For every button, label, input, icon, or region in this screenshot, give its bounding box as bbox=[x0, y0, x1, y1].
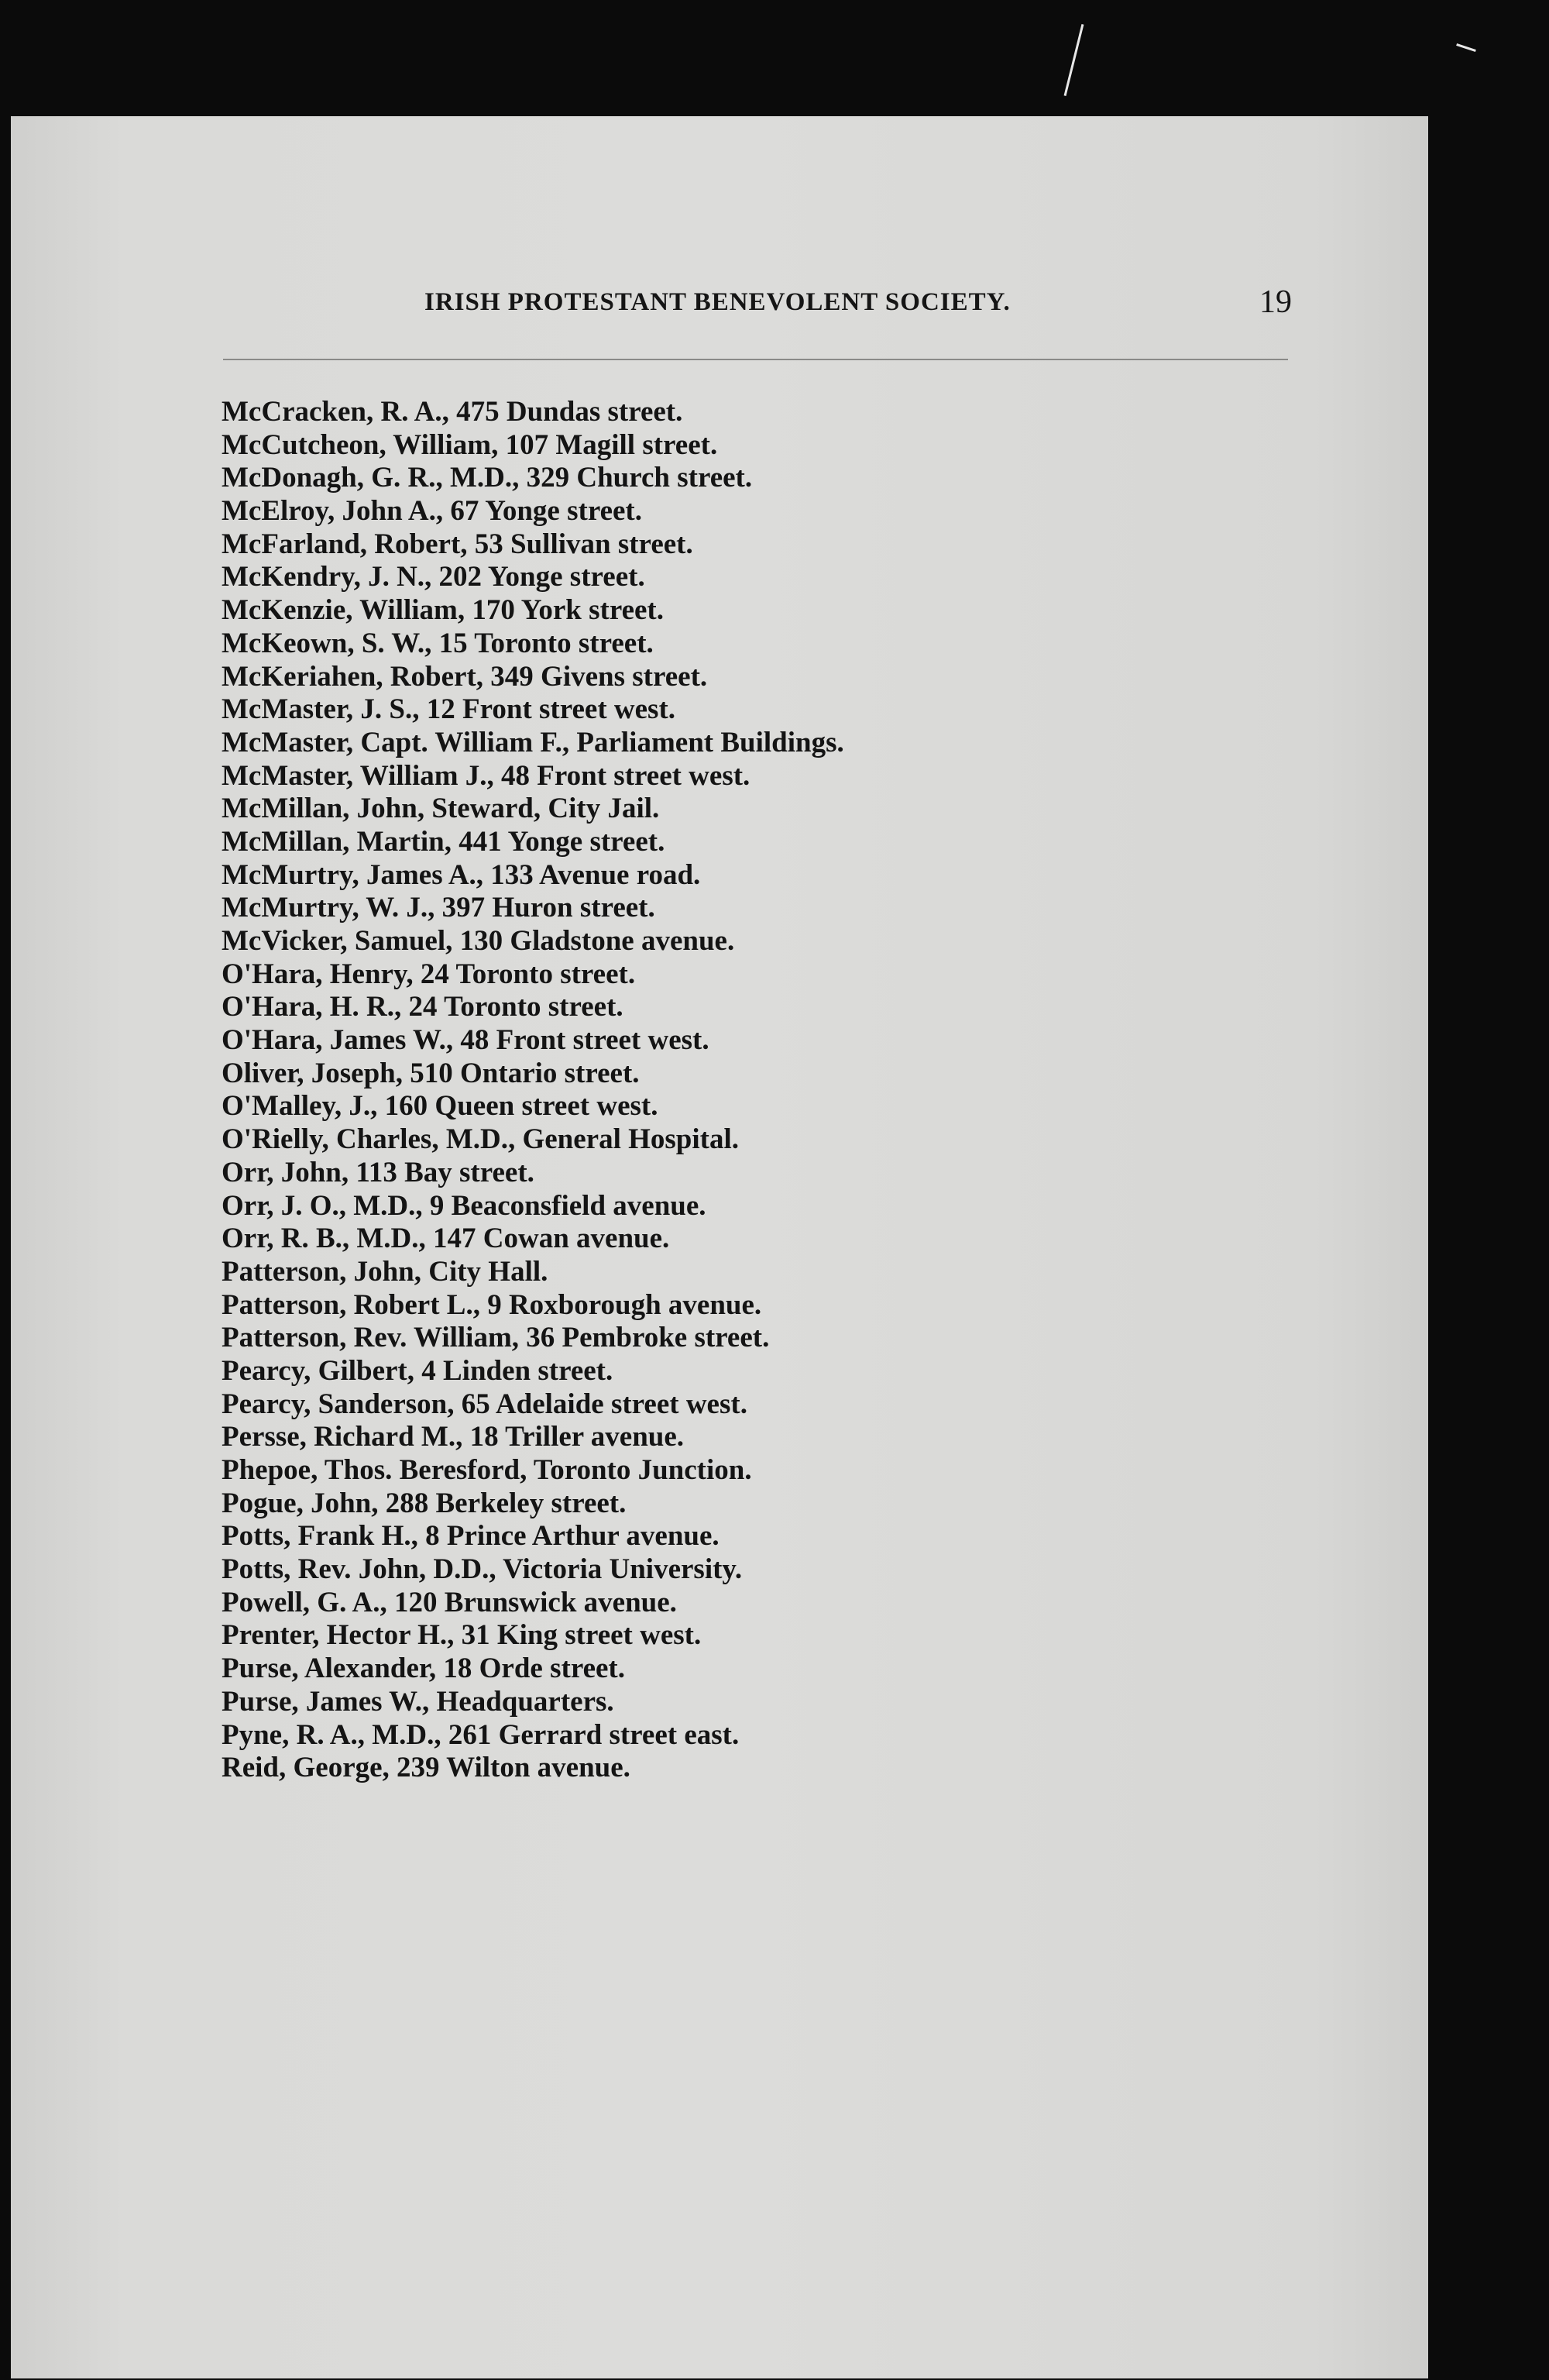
list-item: O'Rielly, Charles, M.D., General Hospital. bbox=[222, 1123, 740, 1156]
list-item: McMillan, John, Steward, City Jail. bbox=[222, 793, 660, 825]
list-item: McMaster, Capt. William F., Parliament Buildings. bbox=[222, 726, 844, 758]
list-item: Oliver, Joseph, 510 Ontario street. bbox=[222, 1057, 640, 1089]
list-item: Phepoe, Thos. Beresford, Toronto Junction. bbox=[222, 1454, 752, 1486]
list-item: McMaster, J. S., 12 Front street west. bbox=[222, 693, 676, 726]
list-item: McKeriahen, Robert, 349 Givens street. bbox=[222, 660, 708, 693]
list-item: O'Hara, James W., 48 Front street west. bbox=[222, 1024, 709, 1057]
list-item: McMillan, Martin, 441 Yonge street. bbox=[222, 825, 665, 858]
list-item: Patterson, Rev. William, 36 Pembroke street. bbox=[222, 1322, 770, 1354]
list-item: Orr, R. B., M.D., 147 Cowan avenue. bbox=[222, 1223, 670, 1255]
list-item: McMurtry, James A., 133 Avenue road. bbox=[222, 858, 701, 891]
list-item: McKenzie, William, 170 York street. bbox=[222, 594, 664, 627]
list-item: Orr, John, 113 Bay street. bbox=[222, 1156, 534, 1188]
scan-mark bbox=[1456, 43, 1476, 52]
list-item: McKendry, J. N., 202 Yonge street. bbox=[222, 561, 645, 593]
list-item: McMurtry, W. J., 397 Huron street. bbox=[222, 892, 655, 924]
list-item: O'Hara, Henry, 24 Toronto street. bbox=[222, 958, 636, 990]
list-item: Reid, George, 239 Wilton avenue. bbox=[222, 1752, 630, 1784]
member-list bbox=[222, 396, 844, 1785]
page-number: 19 bbox=[1259, 284, 1292, 320]
header-rule bbox=[223, 359, 1288, 360]
list-item: McElroy, John A., 67 Yonge street. bbox=[222, 495, 642, 528]
list-item: Orr, J. O., M.D., 9 Beaconsfield avenue. bbox=[222, 1189, 706, 1222]
list-item: McFarland, Robert, 53 Sullivan street. bbox=[222, 528, 693, 560]
list-item: Patterson, Robert L., 9 Roxborough avenue. bbox=[222, 1288, 762, 1321]
list-item: O'Malley, J., 160 Queen street west. bbox=[222, 1090, 658, 1123]
list-item: Pearcy, Sanderson, 65 Adelaide street west. bbox=[222, 1388, 747, 1420]
list-item: Potts, Frank H., 8 Prince Arthur avenue. bbox=[222, 1520, 720, 1553]
list-item: McKeown, S. W., 15 Toronto street. bbox=[222, 627, 654, 659]
list-item: McDonagh, G. R., M.D., 329 Church street. bbox=[222, 462, 753, 494]
list-item: McVicker, Samuel, 130 Gladstone avenue. bbox=[222, 925, 735, 957]
page-title: IRISH PROTESTANT BENEVOLENT SOCIETY. bbox=[424, 288, 1011, 316]
list-item: McMaster, William J., 48 Front street west. bbox=[222, 759, 750, 792]
list-item: McCracken, R. A., 475 Dundas street. bbox=[222, 396, 683, 428]
list-item: Potts, Rev. John, D.D., Victoria University. bbox=[222, 1553, 743, 1586]
list-item: O'Hara, H. R., 24 Toronto street. bbox=[222, 991, 623, 1023]
list-item: Prenter, Hector H., 31 King street west. bbox=[222, 1619, 702, 1652]
list-item: Pearcy, Gilbert, 4 Linden street. bbox=[222, 1354, 613, 1387]
list-item: Powell, G. A., 120 Brunswick avenue. bbox=[222, 1586, 677, 1618]
list-item: Persse, Richard M., 18 Triller avenue. bbox=[222, 1421, 685, 1453]
list-item: Purse, Alexander, 18 Orde street. bbox=[222, 1653, 625, 1685]
list-item: Purse, James W., Headquarters. bbox=[222, 1685, 614, 1718]
list-item: Pogue, John, 288 Berkeley street. bbox=[222, 1487, 627, 1519]
scan-mark bbox=[1064, 24, 1084, 96]
running-header bbox=[424, 284, 1292, 327]
list-item: McCutcheon, William, 107 Magill street. bbox=[222, 428, 718, 461]
list-item: Patterson, John, City Hall. bbox=[222, 1255, 548, 1288]
list-item: Pyne, R. A., M.D., 261 Gerrard street east. bbox=[222, 1718, 740, 1751]
